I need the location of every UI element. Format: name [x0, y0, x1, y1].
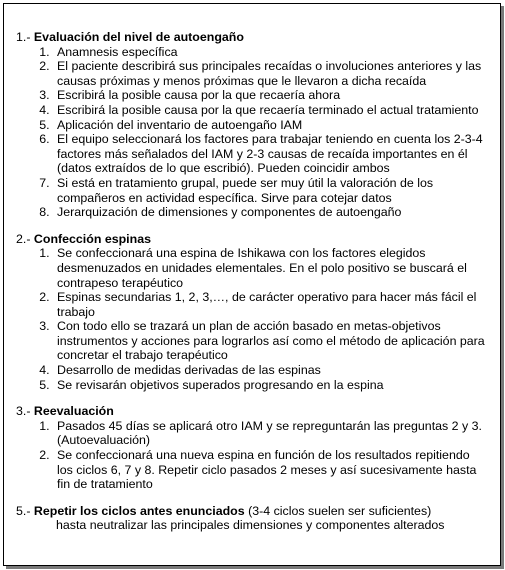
- section-heading: [16, 232, 486, 247]
- list-item: 3. Escribirá la posible causa por la que recaería ahora: [53, 88, 486, 103]
- list-item: 2. Espinas secundarias 1, 2, 3,…, de carácter operativo para hacer más fácil el trabajo: [53, 290, 486, 319]
- section-number: 3.-: [16, 404, 31, 419]
- section-title: Repetir los ciclos antes enunciados: [33, 503, 245, 518]
- section-heading: [16, 404, 486, 419]
- section-note: (3-4 ciclos suelen ser suficientes): [248, 503, 432, 518]
- list-item: 6. El equipo seleccionará los factores para trabajar teniendo en cuenta los 2-3-4 factores más señalados del IAM y 2-3 causas de recaída importantes en él (datos extraídos de lo que escribió). Pueden coincidir ambos: [53, 132, 486, 176]
- list-item: 2. El paciente describirá sus principales recaídas o involuciones anteriores y las causas próximas y menos próximas que le llevaron a dicha recaída: [53, 59, 486, 88]
- section-heading: [16, 30, 486, 45]
- list-item: 4. Desarrollo de medidas derivadas de las espinas: [53, 363, 486, 378]
- section-heading: [16, 504, 486, 533]
- list-item: 1. Anamnesis específica: [53, 45, 486, 60]
- list-item: 1. Pasados 45 días se aplicará otro IAM y se repreguntarán las preguntas 2 y 3. (Autoevaluación): [53, 419, 486, 448]
- step-list: [16, 45, 486, 220]
- document-box: [3, 3, 501, 566]
- section-evaluacion: [16, 30, 486, 220]
- document-content: [16, 30, 486, 545]
- section-repetir: [16, 504, 486, 533]
- section-reevaluacion: [16, 404, 486, 492]
- step-list: [16, 246, 486, 392]
- section-title: Reevaluación: [33, 404, 114, 419]
- list-item: 5. Se revisarán objetivos superados progresando en la espina: [53, 378, 486, 393]
- section-continuation: hasta neutralizar las principales dimensiones y componentes alterados: [56, 518, 445, 533]
- list-item: 7. Si está en tratamiento grupal, puede ser muy útil la valoración de los compañeros en actividad específica. Sirve para cotejar datos: [53, 176, 486, 205]
- section-number: 5.-: [16, 503, 31, 518]
- list-item: 4. Escribirá la posible causa por la que recaería terminado el actual tratamiento: [53, 103, 486, 118]
- step-list: [16, 419, 486, 492]
- list-item: 8. Jerarquización de dimensiones y componentes de autoengaño: [53, 205, 486, 220]
- section-number: 2.-: [16, 231, 31, 246]
- list-item: 5. Aplicación del inventario de autoengaño IAM: [53, 118, 486, 133]
- section-title: Evaluación del nivel de autoengaño: [33, 30, 244, 44]
- section-title: Confección espinas: [33, 231, 151, 246]
- list-item: 2. Se confeccionará una nueva espina en función de los resultados repitiendo los ciclos 6, 7 y 8. Repetir ciclo pasados 2 meses y así sucesivamente hasta fin de tratamiento: [53, 448, 486, 492]
- section-number: 1.-: [16, 30, 31, 44]
- list-item: 1. Se confeccionará una espina de Ishikawa con los factores elegidos desmenuzados en unidades elementales. En el polo positivo se buscará el contrapeso terapéutico: [53, 246, 486, 290]
- list-item: 3. Con todo ello se trazará un plan de acción basado en metas-objetivos instrumentos y acciones para lograrlos así como el método de aplicación para concretar el trabajo terapéutico: [53, 319, 486, 363]
- section-confeccion: [16, 232, 486, 393]
